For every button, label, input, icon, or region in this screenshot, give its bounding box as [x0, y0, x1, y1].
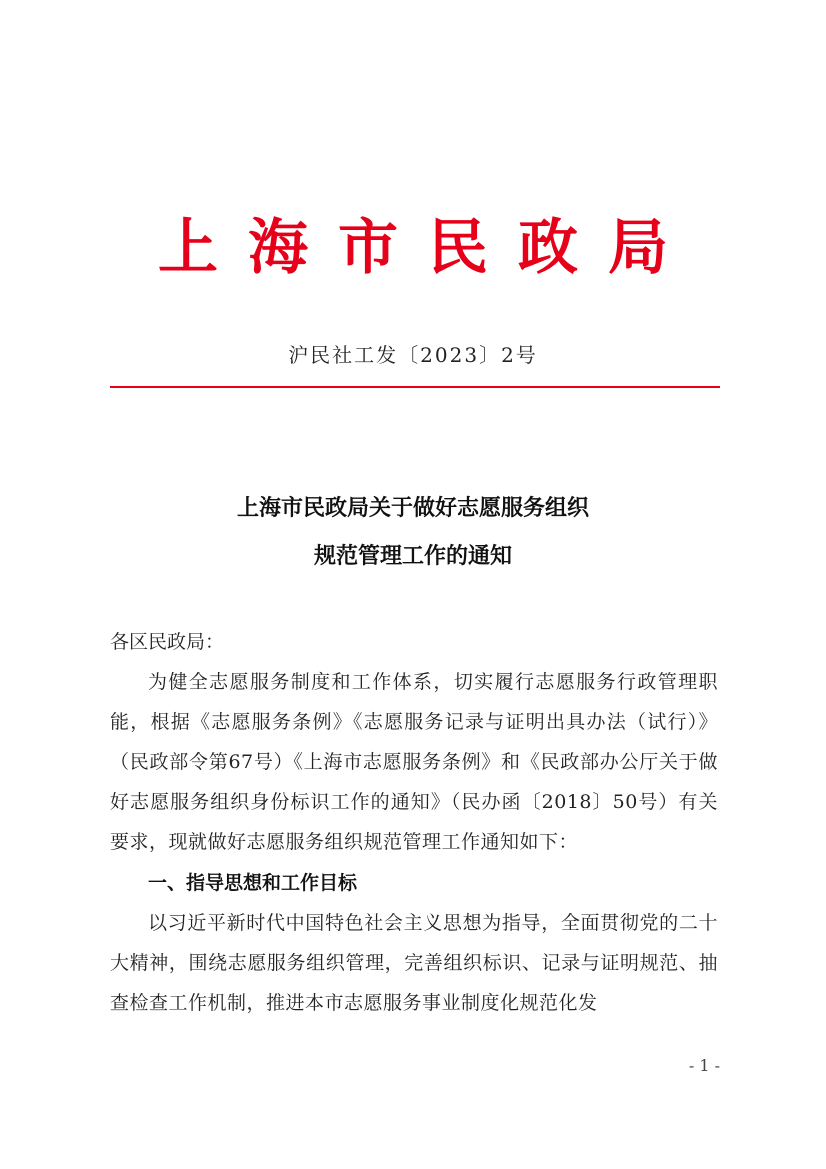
page-number: - 1 - [688, 1056, 720, 1075]
paragraph-intro: 为健全志愿服务制度和工作体系，切实履行志愿服务行政管理职能，根据《志愿服务条例》《志愿服务记录与证明出具办法（试行）》（民政部令第67号）《上海市志愿服务条例》和《民政部办公厅关于做好志愿服务组织身份标识工作的通知》（民办函〔2018〕50号）有关要求，现就做好志愿服务组织规范管理工作通知如下： [110, 671, 718, 853]
issuer-masthead: 上海市民政局 [158, 213, 698, 283]
document-title-line-2: 规范管理工作的通知 [313, 544, 512, 569]
red-divider [110, 386, 720, 388]
section-heading-1: 一、指导思想和工作目标 [148, 872, 358, 894]
document-title-line-1: 上海市民政局关于做好志愿服务组织 [236, 496, 589, 521]
salutation: 各区民政局： [110, 631, 225, 653]
paragraph-section-1: 以习近平新时代中国特色社会主义思想为指导，全面贯彻党的二十大精神，围绕志愿服务组织管理，完善组织标识、记录与证明规范、抽查检查工作机制，推进本市志愿服务事业制度化规范化发 [110, 912, 718, 1014]
document-number: 沪民社工发〔2023〕2号 [288, 343, 538, 367]
